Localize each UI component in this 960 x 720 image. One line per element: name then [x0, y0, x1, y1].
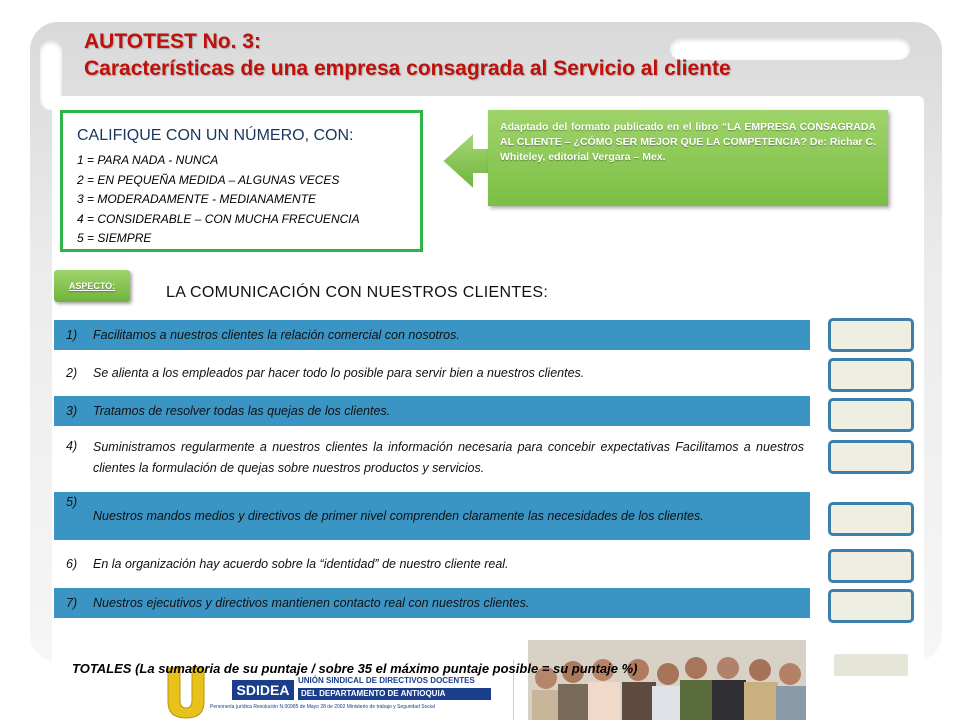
- total-score-input[interactable]: [834, 654, 908, 676]
- question-number: 7): [66, 595, 78, 610]
- question-number: 3): [66, 403, 78, 418]
- question-item: [54, 549, 810, 579]
- question-item: [54, 320, 810, 350]
- logo-legal-line: Personería jurídica Resolución N.00985 de Mayo 28 de 2002 Ministerio de trabajo y Seguridad Social: [210, 704, 435, 710]
- score-input-3[interactable]: [828, 398, 914, 432]
- logo-dept-line: DEL DEPARTAMENTO DE ANTIOQUIA: [298, 688, 491, 700]
- question-item: [54, 588, 810, 618]
- section-heading: LA COMUNICACIÓN CON NUESTROS CLIENTES:: [166, 284, 549, 301]
- rating-level: 1 = PARA NADA - NUNCA: [77, 153, 219, 167]
- question-number: 1): [66, 327, 78, 342]
- rating-level: 4 = CONSIDERABLE – CON MUCHA FRECUENCIA: [77, 211, 360, 226]
- source-note: Adaptado del formato publicado en el libro “LA EMPRESA CONSAGRADA AL CLIENTE – ¿CÓMO SER MEJOR QUE LA COMPETENCIA? De: Richar C. Whiteley, editorial Vergara – Mex.: [488, 110, 888, 206]
- rating-level: 3 = MODERADAMENTE - MEDIANAMENTE: [77, 192, 317, 206]
- score-input-5[interactable]: [828, 502, 914, 536]
- page-subtitle: Características de una empresa consagrada al Servicio al cliente: [84, 57, 731, 80]
- question-number: 5): [66, 495, 78, 509]
- rating-level: 2 = EN PEQUEÑA MEDIDA – ALGUNAS VECES: [77, 172, 340, 187]
- rating-scale-box: [60, 110, 423, 252]
- totals-label: TOTALES (La sumatoria de su puntaje / sobre 35 el máximo puntaje posible = su puntaje %): [72, 661, 638, 676]
- question-text: Facilitamos a nuestros clientes la relación comercial con nosotros.: [93, 327, 460, 342]
- logo-union-line: UNIÓN SINDICAL DE DIRECTIVOS DOCENTES: [298, 676, 475, 685]
- aspect-badge: ASPECTO:: [54, 270, 130, 302]
- question-item: [54, 396, 810, 426]
- question-text: Suministramos regularmente a nuestros clientes la información necesaria para concebir expectativas Facilitamos a nuestros clientes la formulación de quejas sobre nuestros productos y servicios.: [93, 440, 804, 475]
- rating-level: 5 = SIEMPRE: [77, 231, 152, 245]
- score-input-2[interactable]: [828, 358, 914, 392]
- score-input-4[interactable]: [828, 440, 914, 474]
- question-text: Se alienta a los empleados par hacer todo lo posible para servir bien a nuestros clientes.: [93, 365, 585, 380]
- question-item: [54, 436, 810, 480]
- page-title: AUTOTEST No. 3:: [84, 30, 261, 53]
- score-input-6[interactable]: [828, 549, 914, 583]
- question-item: [54, 492, 810, 540]
- question-text: Nuestros mandos medios y directivos de primer nivel comprenden claramente las necesidades de los clientes.: [93, 508, 704, 523]
- group-photo: [528, 640, 806, 720]
- question-number: 4): [66, 439, 78, 453]
- question-number: 2): [66, 365, 78, 380]
- question-text: Nuestros ejecutivos y directivos mantienen contacto real con nuestros clientes.: [93, 595, 530, 610]
- score-input-7[interactable]: [828, 589, 914, 623]
- score-input-1[interactable]: [828, 318, 914, 352]
- question-text: En la organización hay acuerdo sobre la “identidad” de nuestro cliente real.: [93, 556, 509, 571]
- question-number: 6): [66, 556, 78, 571]
- rating-scale-heading: CALIFIQUE CON UN NÚMERO, CON:: [77, 127, 354, 144]
- logo-name: SDIDEA: [232, 680, 294, 700]
- question-text: Tratamos de resolver todas las quejas de los clientes.: [93, 403, 391, 418]
- question-item: [54, 358, 810, 388]
